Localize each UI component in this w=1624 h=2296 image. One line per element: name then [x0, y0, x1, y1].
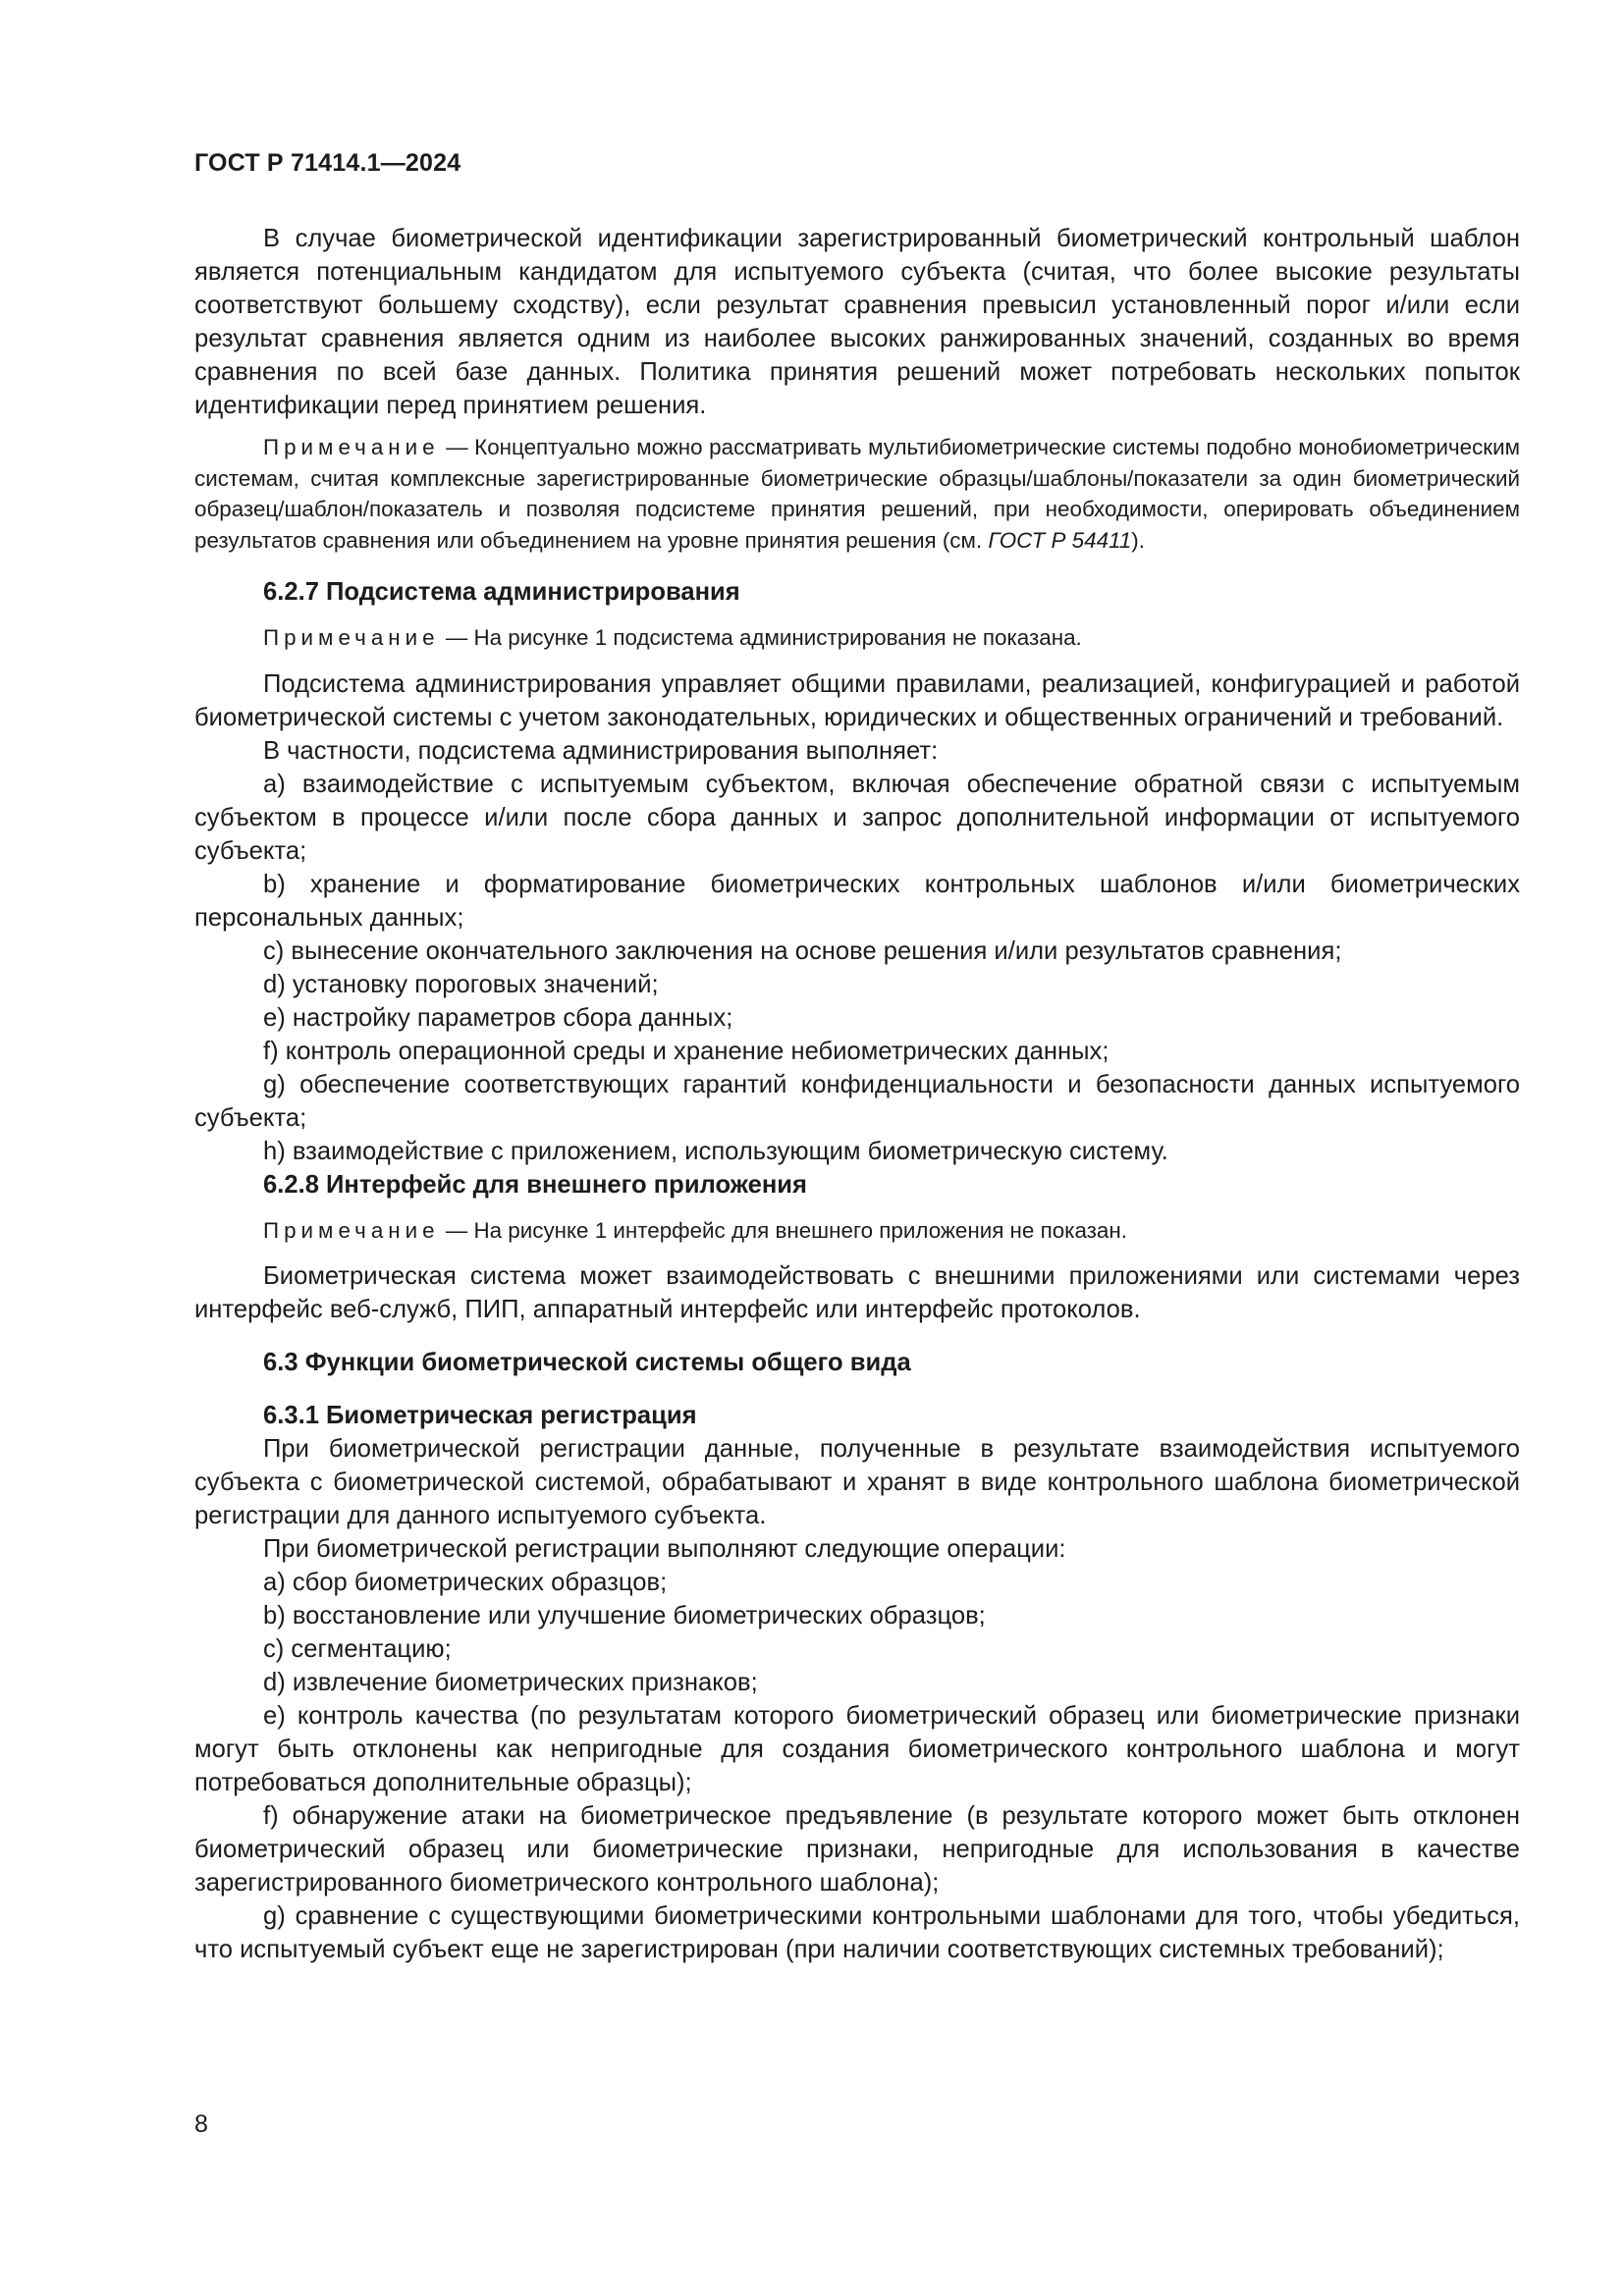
note-interface: [194, 1215, 1520, 1247]
note-label: Примечание: [263, 435, 440, 459]
list-item-enroll-d: d) извлечение биометрических признаков;: [263, 1669, 758, 1696]
list-item-enroll-g: g) сравнение с существующими биометрическими контрольными шаблонами для того, чтобы убедиться, что испытуемый субъект еще не зарегистрирован (при наличии соответствующих системных требований);: [194, 1902, 1520, 1963]
list-item-admin-c: c) вынесение окончательного заключения на основе решения и/или результатов сравнения;: [263, 936, 1342, 965]
paragraph-enroll: При биометрической регистрации данные, полученные в результате взаимодействия испытуемого субъекта с биометрической системой, обрабатывают и хранят в виде контрольного шаблона биометрической регистрации для данного испытуемого субъекта.: [194, 1435, 1520, 1529]
note-admin: [194, 622, 1520, 654]
page-number: 8: [194, 2110, 208, 2138]
note-text: — На рисунке 1 интерфейс для внешнего приложения не показан.: [439, 1217, 1127, 1243]
list-item-enroll-f: f) обнаружение атаки на биометрическое предъявление (в результате которого может быть отклонен биометрический образец или биометрические признаки, непригодные для использования в качестве зарегистрированного биометрического контрольного шаблона);: [194, 1802, 1520, 1896]
list-item-admin-h: h) взаимодействие с приложением, использующим биометрическую систему.: [263, 1137, 1168, 1165]
list-item-admin-a: a) взаимодействие с испытуемым субъектом, включая обеспечение обратной связи с испытуемым субъектом в процессе и/или после сбора данных и запрос дополнительной информации от испытуемого субъекта;: [194, 770, 1520, 865]
note-text: — Концептуально можно рассматривать мультибиометрические системы подобно монобиометрическим системам, считая комплексные зарегистрированные биометрические образцы/шаблоны/показатели за один биометрический образец/шаблон/показатель и позволяя подсистеме принятия решений, при необходимости, оперировать объединением результатов сравнения или объединением на уровне принятия решения (см.: [194, 435, 1520, 553]
document-header: ГОСТ Р 71414.1—2024: [194, 149, 461, 177]
list-item-admin-d: d) установку пороговых значений;: [263, 970, 659, 998]
paragraph-interface: Биометрическая система может взаимодействовать с внешними приложениями или системами через интерфейс веб-служб, ПИП, аппаратный интерфейс или интерфейс протоколов.: [194, 1262, 1520, 1323]
note-end: ).: [1131, 527, 1145, 553]
list-item-enroll-c: c) сегментацию;: [263, 1635, 452, 1663]
paragraph-enroll-intro: При биометрической регистрации выполняют следующие операции:: [263, 1535, 1066, 1563]
list-item-enroll-e: e) контроль качества (по результатам которого биометрический образец или биометрические признаки могут быть отклонены как непригодные для создания биометрического контрольного шаблона и могут потребоваться дополнительные образцы);: [194, 1702, 1520, 1796]
section-heading-6-2-8: 6.2.8 Интерфейс для внешнего приложения: [263, 1170, 807, 1199]
note-label: Примечание: [263, 1217, 440, 1243]
list-item-admin-e: e) настройку параметров сбора данных;: [263, 1003, 733, 1032]
paragraph-admin-intro: В частности, подсистема администрирования выполняет:: [263, 736, 939, 765]
section-heading-6-3: 6.3 Функции биометрической системы общего вида: [263, 1349, 911, 1376]
list-item-enroll-a: a) сбор биометрических образцов;: [263, 1569, 668, 1596]
paragraph-admin: Подсистема администрирования управляет общими правилами, реализацией, конфигурацией и работой биометрической системы с учетом законодательных, юридических и общественных ограничений и требований.: [194, 669, 1520, 731]
note-multibiometric: [194, 432, 1520, 556]
list-item-admin-b: b) хранение и форматирование биометрических контрольных шаблонов и/или биометрических персональных данных;: [194, 870, 1520, 932]
note-reference: ГОСТ Р 54411: [988, 527, 1132, 553]
list-item-admin-g: g) обеспечение соответствующих гарантий конфиденциальности и безопасности данных испытуемого субъекта;: [194, 1070, 1520, 1132]
paragraph-identification: В случае биометрической идентификации зарегистрированный биометрический контрольный шаблон является потенциальным кандидатом для испытуемого субъекта (считая, что более высокие результаты соответствуют большему сходству), если результат сравнения превысил установленный порог и/или если результат сравнения является одним из наиболее высоких ранжированных значений, созданных во время сравнения по всей базе данных. Политика принятия решений может потребовать нескольких попыток идентификации перед принятием решения.: [194, 225, 1520, 419]
section-heading-6-2-7: 6.2.7 Подсистема администрирования: [263, 578, 740, 606]
section-heading-6-3-1: 6.3.1 Биометрическая регистрация: [263, 1402, 697, 1429]
page-content: [194, 222, 1520, 1966]
note-label: Примечание: [263, 625, 440, 650]
note-text: — На рисунке 1 подсистема администрирования не показана.: [439, 625, 1082, 650]
list-item-admin-f: f) контроль операционной среды и хранение небиометрических данных;: [263, 1037, 1110, 1065]
list-item-enroll-b: b) восстановление или улучшение биометрических образцов;: [263, 1602, 986, 1629]
